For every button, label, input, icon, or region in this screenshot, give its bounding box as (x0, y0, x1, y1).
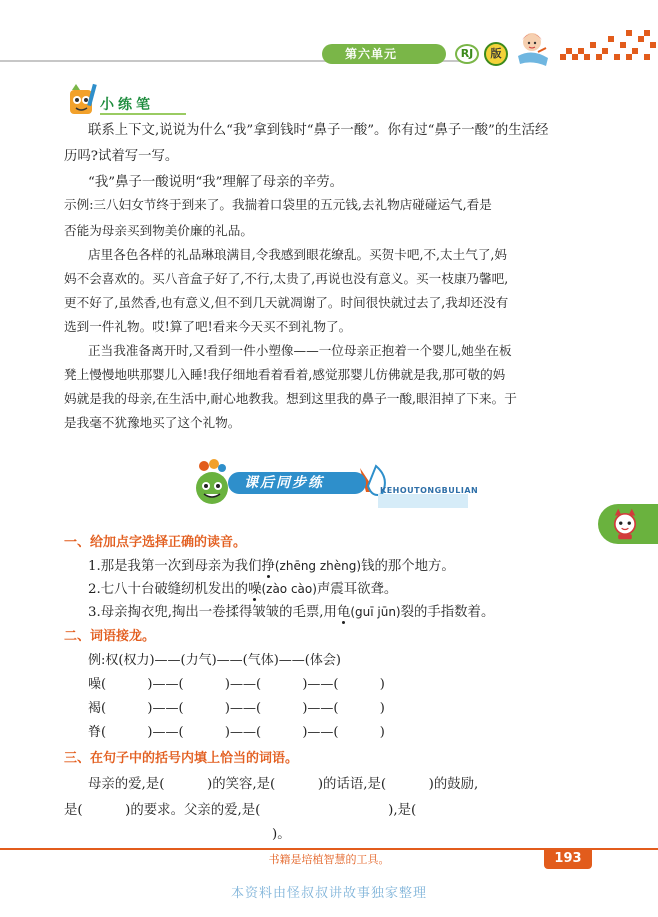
practice-underline (100, 113, 186, 115)
girl-mascot-icon (512, 26, 552, 70)
question-1-item-1 (88, 556, 455, 577)
essay-line: 店里各色各样的礼品琳琅满目,令我感到眼花缭乱。买贺卡吧,不,太土气了,妈 (88, 247, 508, 262)
pinyin-choices[interactable]: (zhēng zhèng) (274, 559, 362, 573)
essay-line: 选到一件礼物。哎!算了吧!看来今天买不到礼物了。 (64, 319, 352, 334)
q1-item-text: 3.母亲掏衣兜,掏出一卷揉得皱皱的毛票,用 (88, 605, 337, 620)
dotted-character: 噪 (248, 582, 262, 597)
edition-label: 版 (484, 42, 508, 66)
q1-item-text: 裂的手指数着。 (400, 605, 495, 620)
q1-item-text: 2.七八十台破缝纫机发出的 (88, 582, 249, 597)
chain-row (88, 699, 385, 719)
question-1-item-3 (88, 602, 494, 623)
exercise-banner-title: 课后同步练 (244, 475, 324, 491)
essay-line: 凳上慢慢地哄那婴儿入睡!我仔细地看着看着,感觉那婴儿仿佛就是我,那可敬的妈 (64, 367, 506, 382)
chain-row (88, 723, 385, 743)
chain-start-character: 褐 (88, 701, 102, 716)
unit-title: 第六单元 (345, 47, 398, 61)
dotted-character: 龟 (336, 605, 351, 620)
essay-line: 是我毫不犹豫地买了这个礼物。 (64, 415, 241, 430)
cat-mascot-icon (608, 506, 642, 542)
practice-prompt-line2: 历吗?试着写一写。 (64, 149, 179, 164)
chain-example: 例:权(权力)——(力气)——(气体)——(体会) (88, 653, 341, 668)
essay-line: 示例:三八妇女节终于到来了。我揣着口袋里的五元钱,去礼物店碰碰运气,看是 (64, 197, 492, 212)
practice-answer: “我”鼻子一酸说明“我”理解了母亲的辛劳。 (88, 175, 344, 190)
essay-line: 更不好了,虽然香,也有意义,但不到几天就凋谢了。时间很快就过去了,我却还没有 (64, 295, 509, 310)
exercise-banner-pinyin: KEHOUTONGBULIAN (380, 486, 479, 495)
essay-line: 正当我准备离开时,又看到一件小塑像——一位母亲正抱着一个婴儿,她坐在板 (88, 343, 512, 358)
chain-row (88, 675, 385, 695)
fill-blank-line[interactable]: )。 (272, 827, 291, 842)
essay-line: 妈不会喜欢的。买八音盒子好了,不行,太贵了,再说也没有意义。买一枝康乃馨吧, (64, 271, 509, 286)
chain-blanks[interactable]: ( )——( )——( )——( ) (101, 701, 385, 716)
fill-blank-line[interactable]: 母亲的爱,是( )的笑容,是( )的话语,是( )的鼓励, (88, 777, 479, 792)
chain-start-character: 噪 (88, 677, 102, 692)
dotted-character: 挣 (261, 559, 275, 574)
q1-item-text: 1.那是我第一次到母亲为我们 (88, 559, 262, 574)
edition-badge: RJ (455, 44, 479, 64)
footer-motto: 书籍是培植智慧的工具。 (268, 853, 390, 866)
checker-decoration-icon (560, 30, 658, 64)
pencil-kid-icon (64, 82, 98, 118)
essay-line: 妈就是我的母亲,在生活中,耐心地教我。想到这里我的鼻子一酸,眼泪掉了下来。于 (64, 391, 517, 406)
essay-line: 否能为母亲买到物美价廉的礼品。 (64, 223, 253, 238)
pinyin-choices[interactable]: (zào cào) (261, 582, 317, 596)
question-2-title: 二、词语接龙。 (64, 629, 156, 644)
chain-blanks[interactable]: ( )——( )——( )——( ) (101, 725, 385, 740)
chain-start-character: 脊 (88, 725, 102, 740)
fill-blank-line[interactable]: 是( )的要求。父亲的爱,是( ),是( (64, 803, 417, 818)
page-number: 193 (544, 849, 592, 869)
practice-prompt-line1: 联系上下文,说说为什么“我”拿到钱时“鼻子一酸”。你有过“鼻子一酸”的生活经 (88, 123, 549, 138)
watermark-text: 本资料由怪叔叔讲故事独家整理 (230, 886, 427, 901)
q1-item-text: 钱的那个地方。 (361, 559, 455, 574)
pinyin-choices[interactable]: (guī jūn) (350, 605, 401, 619)
question-3-title: 三、在句子中的括号内填上恰当的词语。 (64, 751, 299, 766)
side-tab (598, 504, 658, 544)
question-1-item-2 (88, 579, 397, 600)
question-1-title: 一、给加点字选择正确的读音。 (64, 535, 247, 550)
chain-blanks[interactable]: ( )——( )——( )——( ) (101, 677, 385, 692)
practice-title: 小练笔 (100, 97, 154, 113)
q1-item-text: 声震耳欲聋。 (316, 582, 398, 597)
